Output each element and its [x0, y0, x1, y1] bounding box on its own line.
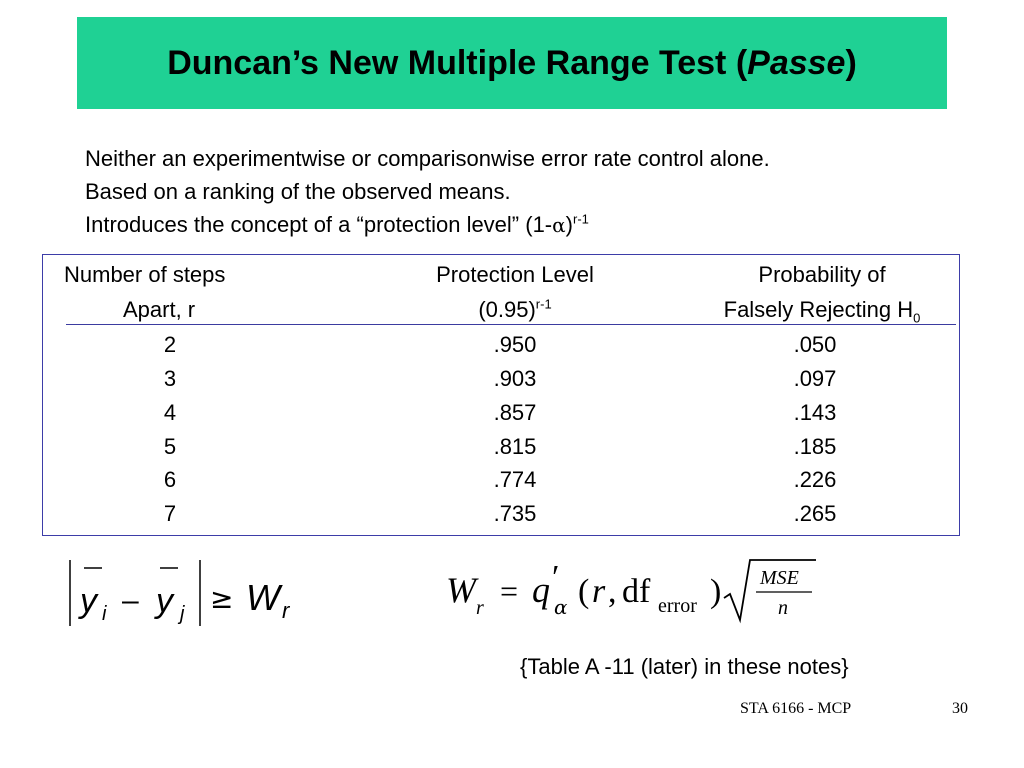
table-row-5-protection: .774	[493, 467, 537, 492]
formula-sub-i: i	[102, 603, 107, 625]
header-divider	[66, 324, 956, 325]
formula-y-i: y	[80, 582, 97, 620]
header-col1-line2: Apart, r	[123, 297, 196, 322]
table-row-6-probability: .265	[793, 501, 837, 526]
formula2-W: W	[446, 570, 476, 610]
table-row-6-protection: .735	[493, 501, 537, 526]
bullet-line-3-prefix: Introduces the concept of a “protection level” (1-	[85, 212, 553, 237]
formula2-denominator: n	[778, 597, 788, 619]
table-row-6-r: 7	[163, 501, 177, 526]
header-col2-sup: r-1	[535, 296, 552, 312]
table-row-1-probability: .050	[793, 332, 837, 357]
formula-geq: ≥	[210, 582, 234, 615]
title-main: Duncan’s New Multiple Range Test (	[167, 43, 748, 82]
table-row-4-r: 5	[163, 434, 177, 459]
title-italic: Passe	[747, 43, 846, 82]
slide-title	[167, 44, 857, 83]
header-col2-line2	[385, 297, 645, 323]
bullet-list	[85, 142, 770, 242]
bullet-line-1: Neither an experimentwise or comparisonwise error rate control alone.	[85, 146, 770, 171]
table-row-5-r: 6	[163, 467, 177, 492]
table-row-2-protection: .903	[493, 366, 537, 391]
table-row-1-protection: .950	[493, 332, 537, 357]
header-col2-base: (0.95)	[478, 297, 536, 322]
formula-sub-r: r	[282, 598, 290, 623]
table-row-4-protection: .815	[493, 434, 537, 459]
table-reference-note: {Table A -11 (later) in these notes}	[520, 654, 849, 679]
table-row-3-probability: .143	[793, 400, 837, 425]
bullet-line-3-close: )	[565, 212, 573, 237]
formula-W: W	[246, 577, 280, 618]
bullet-line-2: Based on a ranking of the observed means.	[85, 179, 511, 204]
title-bar	[77, 17, 947, 109]
critical-range-formula	[440, 552, 840, 632]
table-row-2-probability: .097	[793, 366, 837, 391]
formula2-sub-alpha: α	[554, 595, 568, 619]
header-col3-sub: 0	[913, 310, 921, 326]
formula-sub-j: j	[180, 603, 185, 625]
table-row-2-r: 3	[163, 366, 177, 391]
title-close: )	[845, 43, 857, 82]
formula2-q: q	[532, 570, 550, 610]
formula2-close-paren: )	[710, 573, 722, 610]
bullet-line-3-sup: r-1	[572, 211, 589, 227]
formula2-r: r	[592, 573, 606, 610]
formula-y-j: y	[156, 582, 173, 620]
header-col3-line1: Probability of	[758, 262, 886, 287]
formula2-comma: ,	[608, 573, 617, 610]
header-col3-base: Falsely Rejecting H	[723, 297, 914, 322]
table-row-4-probability: .185	[793, 434, 837, 459]
header-col1-line1: Number of steps	[64, 262, 226, 287]
formula2-prime: ′	[552, 559, 560, 596]
formula-minus: –	[122, 584, 139, 617]
formula2-sub-r: r	[476, 597, 484, 619]
table-row-5-probability: .226	[793, 467, 837, 492]
table-row-1-r: 2	[163, 332, 177, 357]
formula2-numerator: MSE	[760, 567, 799, 589]
footer-page-number: 30	[952, 700, 968, 717]
bullet-line-3	[85, 208, 770, 242]
mean-difference-formula	[62, 552, 322, 632]
header-col2-line1: Protection Level	[436, 262, 594, 287]
table-row-3-r: 4	[163, 400, 177, 425]
formula2-equals: =	[500, 573, 519, 609]
formula2-sub-error: error	[658, 595, 697, 617]
table-row-3-protection: .857	[493, 400, 537, 425]
formula2-df: df	[622, 573, 651, 610]
header-col3-line2	[672, 297, 972, 326]
formula2-open-paren: (	[578, 573, 590, 610]
alpha-symbol: α	[552, 213, 566, 237]
footer-course: STA 6166 - MCP	[740, 700, 852, 717]
